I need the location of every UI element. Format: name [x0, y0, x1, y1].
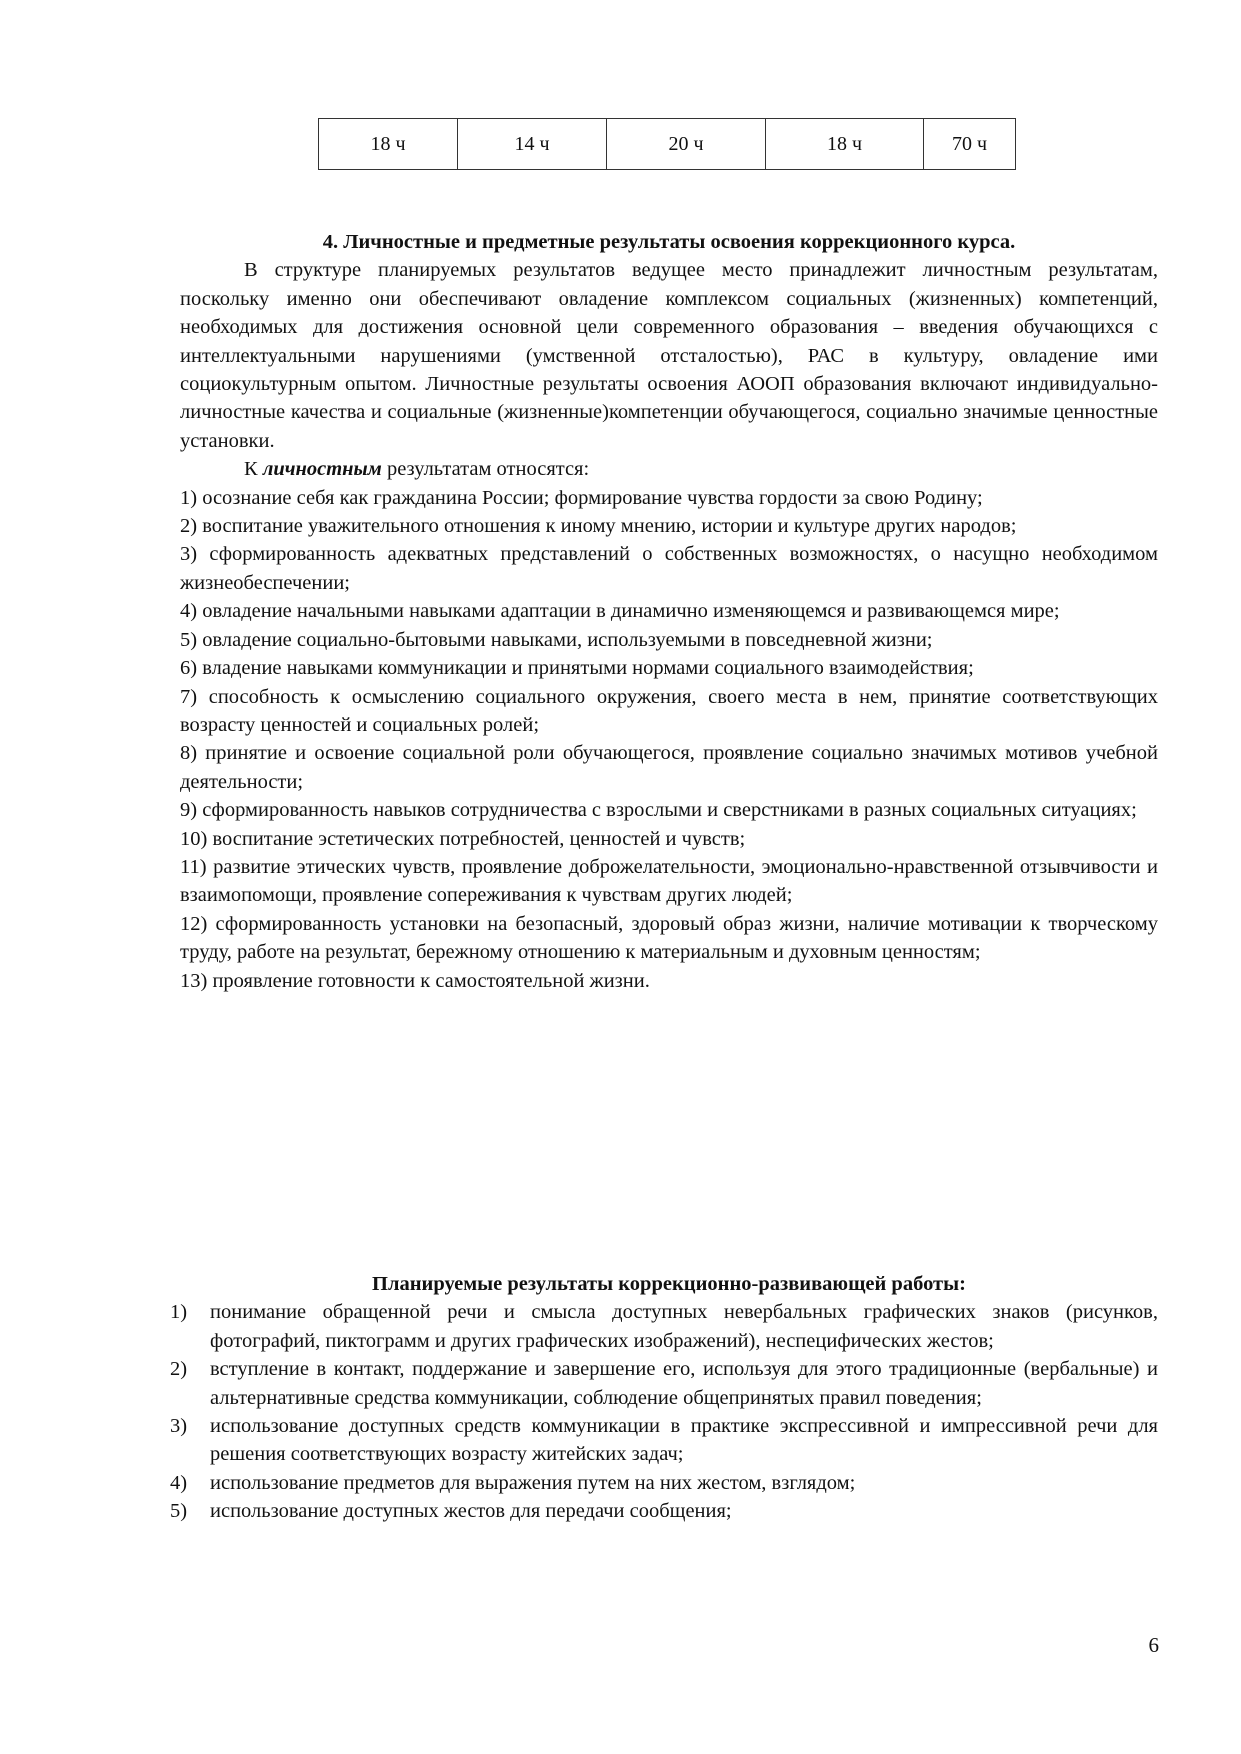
list-item: 1) осознание себя как гражданина России; формирование чувства гордости за свою Родину;	[180, 486, 983, 509]
table-cell: 18 ч	[319, 119, 458, 170]
list-item: 5) овладение социально-бытовыми навыками, используемыми в повседневной жизни;	[180, 628, 933, 651]
list-item: 9) сформированность навыков сотрудничества с взрослыми и сверстниками в разных социальных ситуациях;	[180, 799, 1137, 822]
list-item	[170, 1497, 1158, 1525]
list-item: 3) сформированность адекватных представлений о собственных возможностях, о насущно необходимом жизнеобеспечении;	[180, 543, 1158, 594]
section-heading: 4. Личностные и предметные результаты освоения коррекционного курса.	[322, 231, 1016, 253]
item-number: 3)	[170, 1415, 188, 1438]
list-lead	[180, 455, 1158, 483]
item-text: вступление в контакт, поддержание и завершение его, используя для этого традиционные (вербальные) и альтернативные средства коммуникации, соблюдение общепринятых правил поведения;	[210, 1358, 1158, 1409]
table-cell: 14 ч	[458, 119, 607, 170]
item-number: 5)	[170, 1500, 188, 1523]
table-row	[319, 119, 1016, 170]
item-text: использование доступных жестов для передачи сообщения;	[210, 1500, 732, 1523]
list-item: 2) воспитание уважительного отношения к иному мнению, истории и культуре других народов;	[180, 515, 1017, 538]
list-item: 7) способность к осмыслению социального окружения, своего места в нем, принятие соответствующих возрасту ценностей и социальных ролей;	[180, 685, 1158, 736]
intro-paragraph: В структуре планируемых результатов ведущее место принадлежит личностным результатам, поскольку именно они обеспечивают овладение комплексом социальных (жизненных) компетенций, необходимых для достижения основной цели современного образования – введения обучающихся с интеллектуальными нарушениями (умственной отсталостью), РАС в культуру, овладение ими социокультурным опытом. Личностные результаты освоения АООП образования включают индивидуально-личностные качества и социальные (жизненные)компетенции обучающегося, социально значимые ценностные установки.	[180, 259, 1158, 452]
section-heading: Планируемые результаты коррекционно-развивающей работы:	[372, 1273, 966, 1295]
list-item: 11) развитие этических чувств, проявление доброжелательности, эмоционально-нравственной отзывчивости и взаимопомощи, проявление сопереживания к чувствам других людей;	[180, 855, 1158, 907]
personal-results-section	[180, 228, 1158, 995]
table-cell: 18 ч	[766, 119, 924, 170]
hours-table	[318, 118, 1016, 170]
page-number: 6	[1148, 1633, 1159, 1657]
item-number: 1)	[170, 1301, 188, 1324]
lead-suffix: результатам относятся:	[381, 458, 590, 481]
list-item: 13) проявление готовности к самостоятельной жизни.	[180, 969, 650, 992]
item-text: понимание обращенной речи и смысла доступных невербальных графических знаков (рисунков, фотографий, пиктограмм и других графических изображений), неспецифических жестов;	[210, 1301, 1158, 1352]
lead-emphasis: личностным	[262, 458, 382, 481]
item-text: использование предметов для выражения путем на них жестом, взглядом;	[210, 1471, 856, 1494]
item-number: 2)	[170, 1358, 188, 1381]
list-item: 6) владение навыками коммуникации и принятыми нормами социального взаимодействия;	[180, 657, 974, 680]
list-item	[170, 1469, 1158, 1497]
list-item: 8) принятие и освоение социальной роли обучающегося, проявление социально значимых мотивов учебной деятельности;	[180, 742, 1158, 793]
table-cell: 20 ч	[607, 119, 766, 170]
list-item: 10) воспитание эстетических потребностей, ценностей и чувств;	[180, 827, 746, 850]
item-text: использование доступных средств коммуникации в практике экспрессивной и импрессивной речи для решения соответствующих возрасту житейских задач;	[210, 1415, 1158, 1466]
planned-results-section	[170, 1270, 1158, 1526]
table-cell: 70 ч	[924, 119, 1016, 170]
item-number: 4)	[170, 1471, 188, 1494]
list-item: 4) овладение начальными навыками адаптации в динамично изменяющемся и развивающемся мире;	[180, 600, 1060, 623]
list-item	[170, 1355, 1158, 1412]
lead-prefix: К	[244, 458, 263, 481]
list-item	[170, 1298, 1158, 1355]
list-item: 12) сформированность установки на безопасный, здоровый образ жизни, наличие мотивации к творческому труду, работе на результат, бережному отношению к материальным и духовным ценностям;	[180, 912, 1158, 964]
list-item	[170, 1412, 1158, 1469]
planned-results-list	[170, 1298, 1158, 1525]
